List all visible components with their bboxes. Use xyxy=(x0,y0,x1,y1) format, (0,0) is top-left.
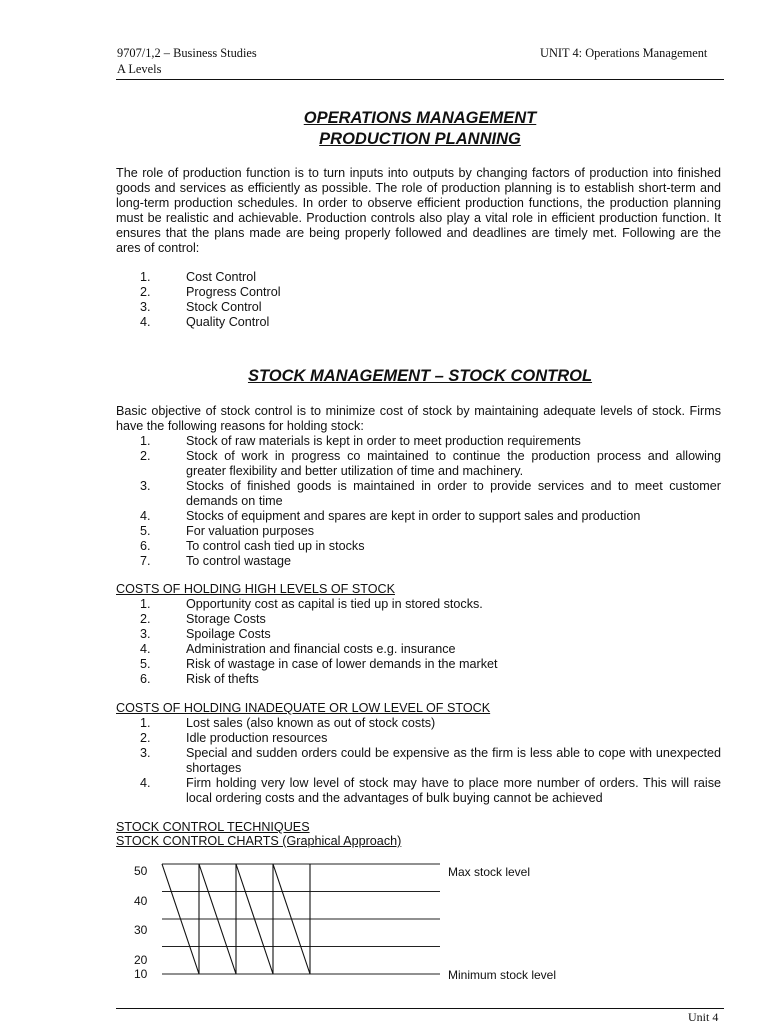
list-item xyxy=(116,539,721,554)
list-number: 5. xyxy=(140,524,151,538)
list-item xyxy=(116,597,721,612)
list-text: Stocks of equipment and spares are kept in order to support sales and production xyxy=(186,509,641,523)
list-text: Lost sales (also known as out of stock costs) xyxy=(186,716,436,730)
list-text: Stock of raw materials is kept in order to meet production requirements xyxy=(186,434,581,448)
list-number: 4. xyxy=(140,642,151,656)
list-item xyxy=(116,300,721,315)
list-item xyxy=(116,731,721,746)
y-tick-label: 50 xyxy=(134,864,148,878)
list-text: Stock Control xyxy=(186,300,262,314)
y-tick-label: 40 xyxy=(134,894,148,908)
list-text: To control cash tied up in stocks xyxy=(186,539,365,553)
list-number: 4. xyxy=(140,315,151,329)
list-item xyxy=(116,554,721,569)
page-header-left xyxy=(117,45,257,77)
list-text: Firm holding very low level of stock may have to place more number of orders. This will raise local ordering costs and the advantages of bulk buying cannot be achieved xyxy=(186,776,721,805)
list-text: Risk of wastage in case of lower demands in the market xyxy=(186,657,498,671)
charts-heading: STOCK CONTROL CHARTS (Graphical Approach) xyxy=(116,834,402,848)
list-item xyxy=(116,449,721,479)
list-number: 1. xyxy=(140,270,151,284)
page-footer: Unit 4 xyxy=(688,1010,719,1024)
list-number: 3. xyxy=(140,627,151,641)
list-text: For valuation purposes xyxy=(186,524,315,538)
list-text: Stocks of finished goods is maintained in order to provide services and to meet customer demands on time xyxy=(186,479,721,508)
header-rule xyxy=(116,79,724,80)
list-number: 1. xyxy=(140,434,151,448)
list-number: 3. xyxy=(140,746,151,760)
list-number: 4. xyxy=(140,509,151,523)
list-item xyxy=(116,434,721,449)
list-item xyxy=(116,285,721,300)
list-text: Storage Costs xyxy=(186,612,266,626)
control-areas-list xyxy=(116,270,721,330)
list-number: 1. xyxy=(140,597,151,611)
list-item xyxy=(116,315,721,330)
list-item xyxy=(116,746,721,776)
list-number: 1. xyxy=(140,716,151,730)
list-number: 3. xyxy=(140,300,151,314)
list-item xyxy=(116,672,721,687)
reasons-list xyxy=(116,434,721,569)
y-tick-label: 20 xyxy=(134,953,148,967)
intro-paragraph: The role of production function is to turn inputs into outputs by changing factors of production into finished goods and services as efficiently as possible. The role of production planning is to establish short-term and long-term production schedules. In order to observe efficient production functions, the production planning must be realistic and achievable. Production controls also play a vital role in efficient production function. It ensures that the plans made are being properly followed and deadlines are timely met. Following are the ares of control: xyxy=(116,166,721,255)
list-item xyxy=(116,479,721,509)
y-tick-label: 10 xyxy=(134,967,148,981)
course-level: A Levels xyxy=(117,62,162,76)
page-title xyxy=(116,108,724,150)
list-number: 2. xyxy=(140,612,151,626)
high-costs-list xyxy=(116,597,721,687)
list-text: Cost Control xyxy=(186,270,256,284)
list-number: 2. xyxy=(140,731,151,745)
list-text: Risk of thefts xyxy=(186,672,259,686)
list-item xyxy=(116,776,721,806)
low-costs-list xyxy=(116,716,721,806)
list-text: Idle production resources xyxy=(186,731,328,745)
list-text: Opportunity cost as capital is tied up in stored stocks. xyxy=(186,597,483,611)
list-number: 2. xyxy=(140,285,151,299)
list-text: Administration and financial costs e.g. insurance xyxy=(186,642,456,656)
list-item xyxy=(116,627,721,642)
low-costs-heading: COSTS OF HOLDING INADEQUATE OR LOW LEVEL OF STOCK xyxy=(116,701,491,715)
list-item xyxy=(116,716,721,731)
list-item xyxy=(116,509,721,524)
list-number: 6. xyxy=(140,539,151,553)
list-text: To control wastage xyxy=(186,554,292,568)
list-number: 6. xyxy=(140,672,151,686)
list-text: Quality Control xyxy=(186,315,270,329)
course-code: 9707/1,2 – Business Studies xyxy=(117,46,257,60)
list-number: 2. xyxy=(140,449,151,463)
section-title: STOCK MANAGEMENT – STOCK CONTROL xyxy=(247,367,593,385)
list-item xyxy=(116,612,721,627)
min-stock-label: Minimum stock level xyxy=(448,968,557,982)
techniques-heading: STOCK CONTROL TECHNIQUES xyxy=(116,820,310,834)
list-number: 4. xyxy=(140,776,151,790)
title-line-2: PRODUCTION PLANNING xyxy=(319,130,521,148)
y-tick-label: 30 xyxy=(134,923,148,937)
stock-control-chart xyxy=(116,856,576,986)
list-number: 5. xyxy=(140,657,151,671)
list-text: Special and sudden orders could be expensive as the firm is less able to cope with unexpected shortages xyxy=(186,746,721,775)
list-item xyxy=(116,270,721,285)
list-text: Stock of work in progress co maintained to continue the production process and allowing greater flexibility and better utilization of time and machinery. xyxy=(186,449,721,478)
footer-rule xyxy=(116,1008,724,1009)
list-number: 3. xyxy=(140,479,151,493)
list-number: 7. xyxy=(140,554,151,568)
list-item xyxy=(116,524,721,539)
list-item xyxy=(116,642,721,657)
list-text: Spoilage Costs xyxy=(186,627,271,641)
title-line-1: OPERATIONS MANAGEMENT xyxy=(303,109,537,127)
list-text: Progress Control xyxy=(186,285,281,299)
stock-intro-paragraph: Basic objective of stock control is to minimize cost of stock by maintaining adequate levels of stock. Firms have the following reasons for holding stock: xyxy=(116,404,721,433)
max-stock-label: Max stock level xyxy=(448,865,531,879)
list-item xyxy=(116,657,721,672)
high-costs-heading: COSTS OF HOLDING HIGH LEVELS OF STOCK xyxy=(116,582,395,596)
unit-title: UNIT 4: Operations Management xyxy=(540,46,708,60)
